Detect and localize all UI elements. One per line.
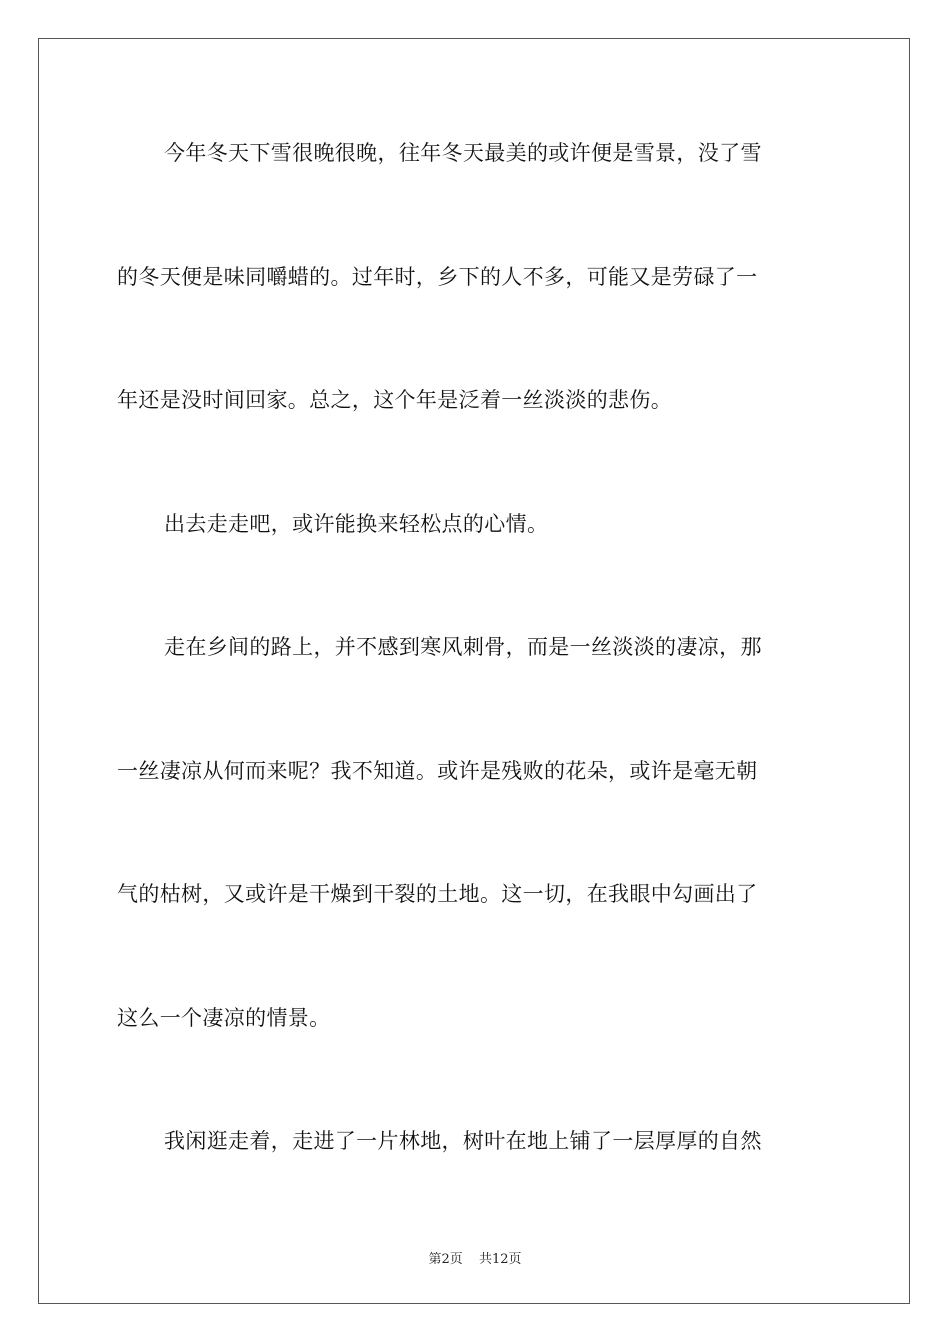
paragraph-2-line-1: 出去走走吧，或许能换来轻松点的心情。 — [164, 512, 549, 536]
paragraph-3-line-4: 这么一个凄凉的情景。 — [117, 1006, 331, 1030]
paragraph-3-line-2: 一丝凄凉从何而来呢？我不知道。或许是残败的花朵，或许是毫无朝 — [117, 759, 758, 783]
paragraph-3-line-3: 气的枯树，又或许是干燥到干裂的土地。这一切，在我眼中勾画出了 — [117, 882, 758, 906]
page-number: 第2页 — [428, 1252, 463, 1267]
paragraph-4-line-1: 我闲逛走着，走进了一片林地，树叶在地上铺了一层厚厚的自然 — [164, 1129, 762, 1153]
paragraph-1-line-3: 年还是没时间回家。总之，这个年是泛着一丝淡淡的悲伤。 — [117, 388, 673, 412]
page-footer — [0, 1248, 950, 1267]
page-border — [38, 38, 910, 1304]
paragraph-1-line-1: 今年冬天下雪很晚很晚，往年冬天最美的或许便是雪景，没了雪 — [164, 141, 762, 165]
paragraph-1-line-2: 的冬天便是味同嚼蜡的。过年时，乡下的人不多，可能又是劳碌了一 — [117, 265, 758, 289]
page-total: 共12页 — [478, 1252, 522, 1267]
paragraph-3-line-1: 走在乡间的路上，并不感到寒风刺骨，而是一丝淡淡的凄凉，那 — [164, 635, 762, 659]
